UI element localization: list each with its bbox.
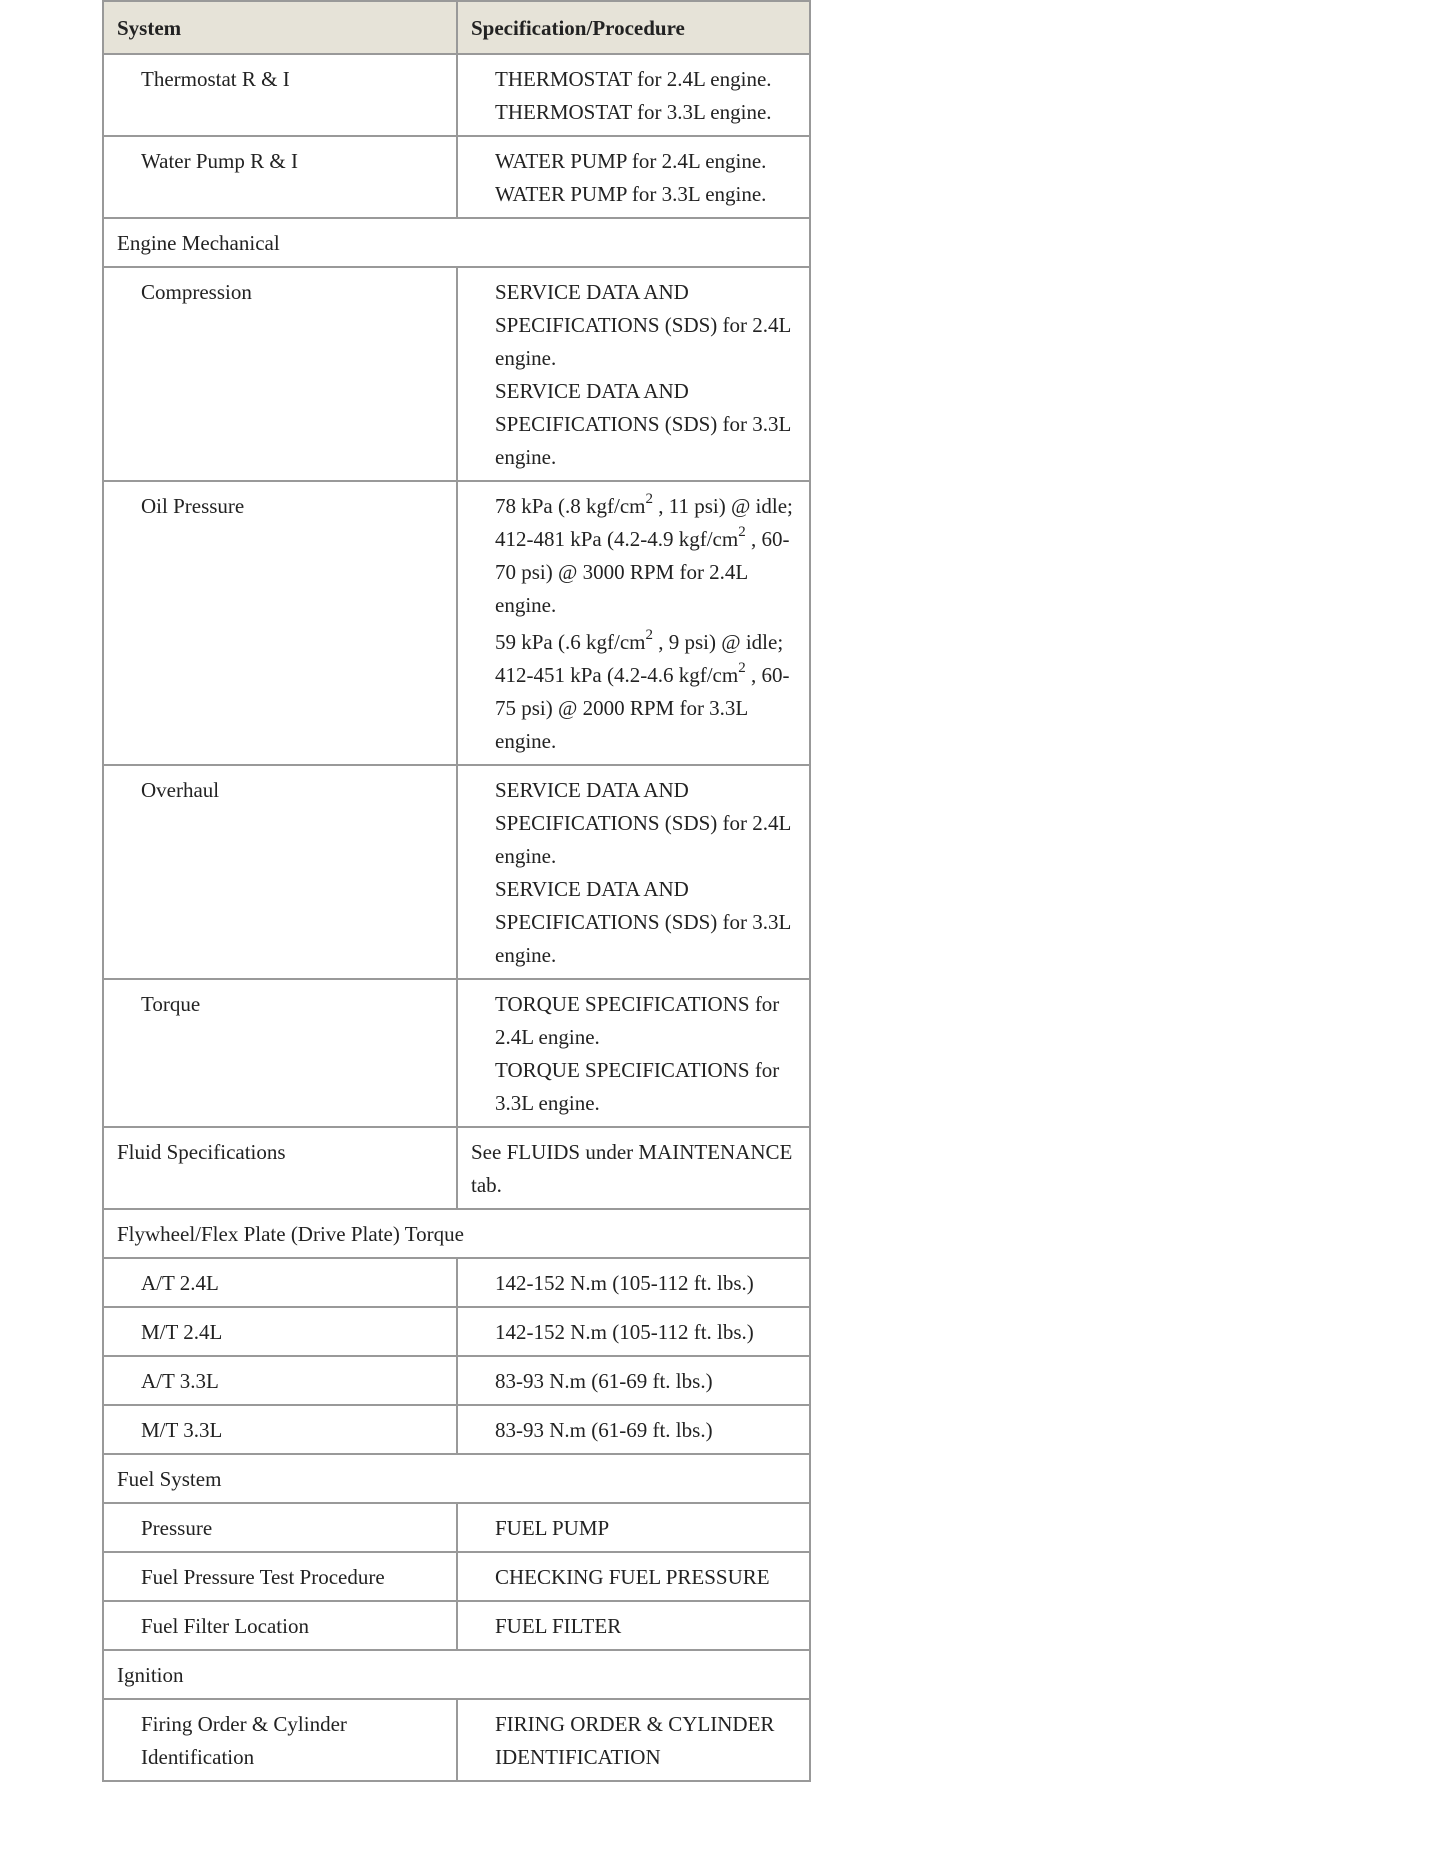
row-label: Fuel Pressure Test Procedure: [103, 1552, 457, 1601]
row-value: [457, 481, 810, 765]
row-value: FUEL FILTER: [457, 1601, 810, 1650]
row-label: Overhaul: [103, 765, 457, 979]
section-heading: Engine Mechanical: [103, 218, 810, 267]
row-label: A/T 2.4L: [103, 1258, 457, 1307]
spec-line: SERVICE DATA AND SPECIFICATIONS (SDS) for 3.3L engine.: [495, 877, 791, 967]
row-label: Pressure: [103, 1503, 457, 1552]
spec-line: TORQUE SPECIFICATIONS for 3.3L engine.: [495, 1058, 780, 1115]
table-row: [103, 1503, 810, 1552]
row-value: 142-152 N.m (105-112 ft. lbs.): [457, 1307, 810, 1356]
row-value: [457, 765, 810, 979]
table-row: [103, 979, 810, 1127]
specifications-table: [102, 0, 811, 1782]
row-value: See FLUIDS under MAINTENANCE tab.: [457, 1127, 810, 1209]
spec-text: 59 kPa (.6 kgf/cm: [495, 630, 646, 654]
table-row: [103, 136, 810, 218]
table-row: [103, 1127, 810, 1209]
row-label: A/T 3.3L: [103, 1356, 457, 1405]
spec-paragraph: [495, 490, 797, 622]
row-label: Oil Pressure: [103, 481, 457, 765]
section-heading: Fuel System: [103, 1454, 810, 1503]
row-label: Water Pump R & I: [103, 136, 457, 218]
row-label: M/T 2.4L: [103, 1307, 457, 1356]
header-system: System: [103, 1, 457, 54]
section-row: [103, 1209, 810, 1258]
row-label: M/T 3.3L: [103, 1405, 457, 1454]
table-row: [103, 1307, 810, 1356]
header-specification: Specification/Procedure: [457, 1, 810, 54]
spec-text: 78 kPa (.8 kgf/cm: [495, 494, 646, 518]
spec-line: SERVICE DATA AND SPECIFICATIONS (SDS) for 2.4L engine.: [495, 778, 791, 868]
row-value: FIRING ORDER & CYLINDER IDENTIFICATION: [457, 1699, 810, 1781]
spec-line: SERVICE DATA AND SPECIFICATIONS (SDS) for 3.3L engine.: [495, 379, 791, 469]
section-heading: Flywheel/Flex Plate (Drive Plate) Torque: [103, 1209, 810, 1258]
row-label: Fuel Filter Location: [103, 1601, 457, 1650]
spec-text: , 9 psi) @ idle; 412-451 kPa (4.2-4.6 kgf/cm: [495, 630, 784, 687]
spec-text: , 60-75 psi) @ 2000 RPM for 3.3L engine.: [495, 663, 790, 753]
spec-text: , 11 psi) @ idle; 412-481 kPa (4.2-4.9 kgf/cm: [495, 494, 793, 551]
section-row: [103, 1650, 810, 1699]
table-row: [103, 1601, 810, 1650]
row-value: 83-93 N.m (61-69 ft. lbs.): [457, 1405, 810, 1454]
table-row: [103, 1405, 810, 1454]
table-row: [103, 1552, 810, 1601]
superscript: 2: [738, 524, 746, 540]
row-label: Thermostat R & I: [103, 54, 457, 136]
row-value: [457, 136, 810, 218]
superscript: 2: [645, 491, 653, 507]
row-value: [457, 979, 810, 1127]
spec-line: WATER PUMP for 2.4L engine.: [495, 149, 767, 173]
spec-line: WATER PUMP for 3.3L engine.: [495, 182, 767, 206]
row-value: [457, 54, 810, 136]
spec-line: THERMOSTAT for 3.3L engine.: [495, 100, 772, 124]
row-value: FUEL PUMP: [457, 1503, 810, 1552]
table-row: [103, 765, 810, 979]
table-row: [103, 481, 810, 765]
row-label: Fluid Specifications: [103, 1127, 457, 1209]
spec-line: TORQUE SPECIFICATIONS for 2.4L engine.: [495, 992, 780, 1049]
table-row: [103, 1699, 810, 1781]
section-row: [103, 218, 810, 267]
section-row: [103, 1454, 810, 1503]
table-row: [103, 1258, 810, 1307]
table-row: [103, 54, 810, 136]
superscript: 2: [645, 627, 653, 643]
superscript: 2: [738, 660, 746, 676]
row-label: Compression: [103, 267, 457, 481]
table-row: [103, 267, 810, 481]
table-row: [103, 1356, 810, 1405]
row-value: 142-152 N.m (105-112 ft. lbs.): [457, 1258, 810, 1307]
table-header-row: [103, 1, 810, 54]
section-heading: Ignition: [103, 1650, 810, 1699]
spec-text: , 60-70 psi) @ 3000 RPM for 2.4L engine.: [495, 527, 790, 617]
row-label: Torque: [103, 979, 457, 1127]
row-value: [457, 267, 810, 481]
row-value: CHECKING FUEL PRESSURE: [457, 1552, 810, 1601]
spec-paragraph: [495, 626, 797, 758]
row-label: Firing Order & Cylinder Identification: [103, 1699, 457, 1781]
spec-line: SERVICE DATA AND SPECIFICATIONS (SDS) for 2.4L engine.: [495, 280, 791, 370]
row-value: 83-93 N.m (61-69 ft. lbs.): [457, 1356, 810, 1405]
spec-line: THERMOSTAT for 2.4L engine.: [495, 67, 772, 91]
